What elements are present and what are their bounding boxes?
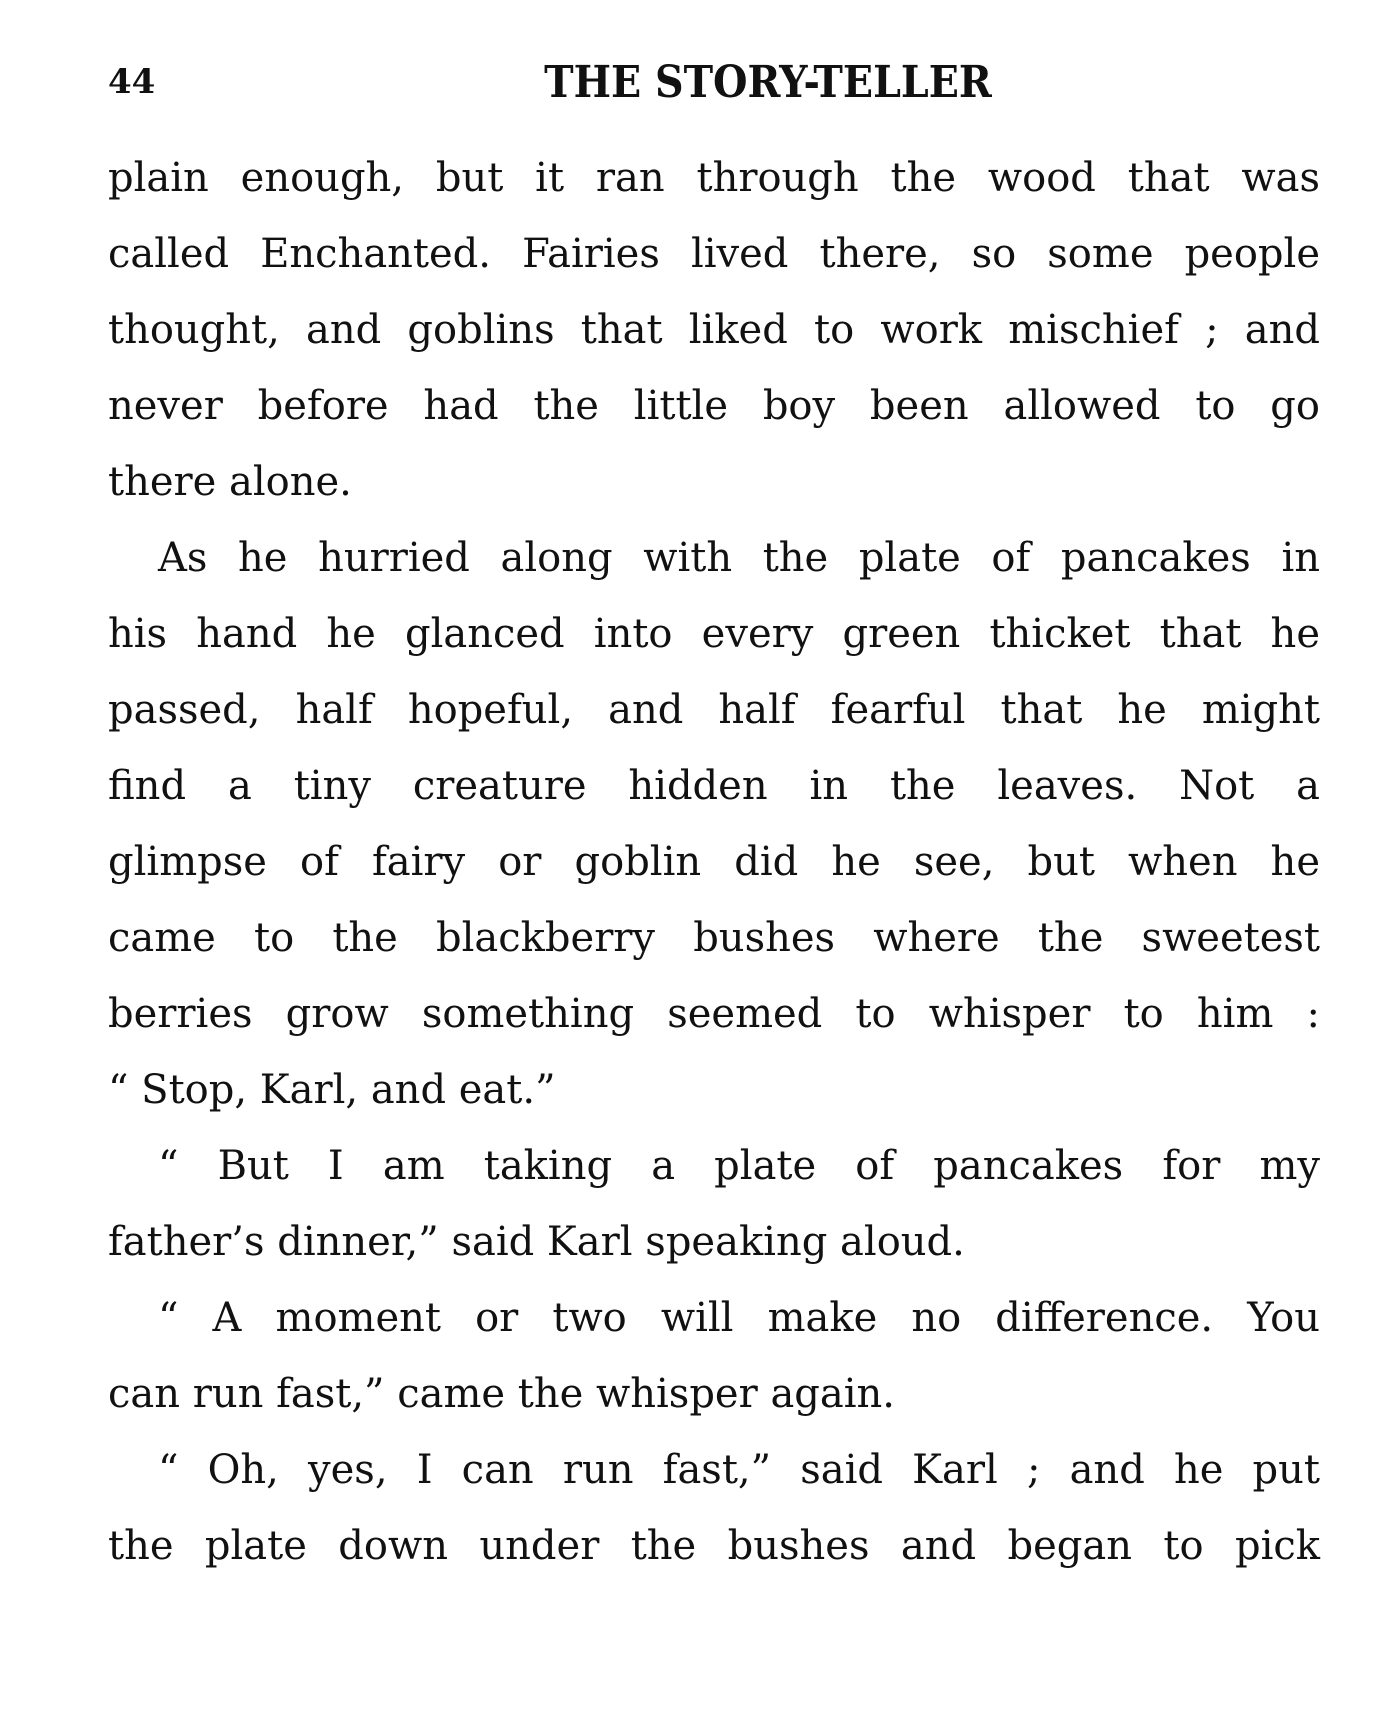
text-line: berries grow something seemed to whisper to him : <box>108 991 1320 1037</box>
text-line: the plate down under the bushes and began to pick <box>108 1523 1320 1569</box>
page-header <box>108 58 1320 114</box>
text-line: “ Stop, Karl, and eat.” <box>108 1067 556 1113</box>
text-line: there alone. <box>108 459 352 505</box>
text-line: find a tiny creature hidden in the leaves. Not a <box>108 763 1320 809</box>
text-line: came to the blackberry bushes where the sweetest <box>108 915 1320 961</box>
text-line: his hand he glanced into every green thicket that he <box>108 611 1320 657</box>
text-line: plain enough, but it ran through the wood that was <box>108 155 1320 201</box>
text-line: As he hurried along with the plate of pancakes in <box>158 535 1320 581</box>
text-line: “ Oh, yes, I can run fast,” said Karl ; and he put <box>158 1447 1320 1493</box>
text-line: thought, and goblins that liked to work mischief ; and <box>108 307 1320 353</box>
page-body <box>108 140 1320 1584</box>
text-line: can run fast,” came the whisper again. <box>108 1371 896 1417</box>
text-line: “ A moment or two will make no difference. You <box>158 1295 1320 1341</box>
running-title: THE STORY-TELLER <box>544 57 992 108</box>
text-line: glimpse of fairy or goblin did he see, but when he <box>108 839 1320 885</box>
text-line: father’s dinner,” said Karl speaking aloud. <box>108 1219 965 1265</box>
page-number: 44 <box>108 62 156 102</box>
text-line: passed, half hopeful, and half fearful that he might <box>108 687 1320 733</box>
text-line: “ But I am taking a plate of pancakes for my <box>158 1143 1320 1189</box>
text-line: never before had the little boy been allowed to go <box>108 383 1320 429</box>
text-line: called Enchanted. Fairies lived there, so some people <box>108 231 1320 277</box>
